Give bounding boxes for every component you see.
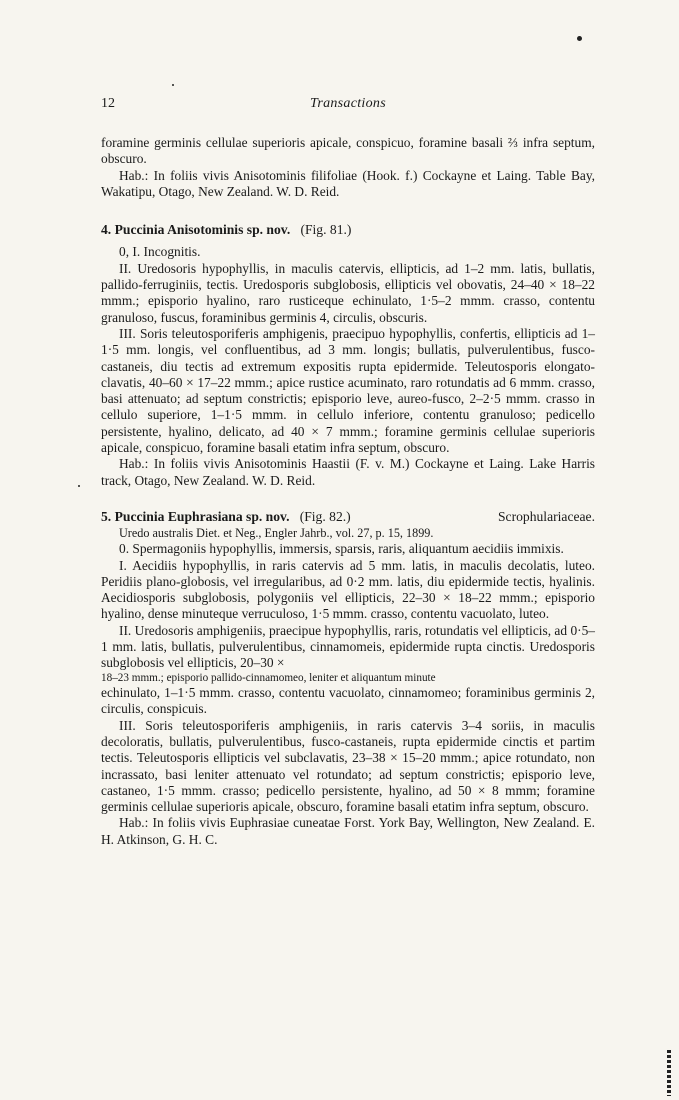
description-paragraph: I. Aecidiis hypophyllis, in raris catervis ad 5 mm. latis, in maculis decolatis, luteo. Peridiis plano-globosis, vel irregularibus, ad 0·2 mm. latis, diu epidermide tectis, hyalinis. Aecidiosporis subglobosis, polygoniis vel ellipticis, 22–30 × 18–22 mmm.; episporio hyalino, dense minuteque verruculoso, 1·5 mmm. crasso, contentu vacuolato, luteo. <box>101 557 595 622</box>
page-header <box>101 96 595 118</box>
species-title: 4. Puccinia Anisotominis sp. nov. <box>101 222 291 238</box>
description-paragraph: III. Soris teleutosporiferis amphigeniis, in raris catervis 3–4 soriis, in maculis decoloratis, bullatis, pulverulentibus, fusco-castaneis, rupta epidermide cinctis et partim tectis. Teleutosporis ellipticis vel subclavatis, 23–38 × 15–20 mmm.; apice rotundato, non incrassato, basi leniter attenuato vel rotundato; ad septum constrictis; episporio leve, castaneo, 1·5 mmm. crasso; pedicello persistente, hyalino, ad 50 × 8 mmm; foramine germinis cellulae superioris apicale, obscuro, foramine basali etatim infra septum, obscuro. <box>101 717 595 815</box>
habitat-line: Hab.: In foliis vivis Anisotominis Haastii (F. v. M.) Cockayne et Laing. Lake Harris track, Otago, New Zealand. W. D. Reid. <box>101 456 595 488</box>
synonym-line: Uredo australis Diet. et Neg., Engler Jahrb., vol. 27, p. 15, 1899. <box>119 526 434 541</box>
ink-speck <box>78 485 80 487</box>
habitat-line: Hab.: In foliis vivis Anisotominis filifoliae (Hook. f.) Cockayne et Laing. Table Bay, Wakatipu, Otago, New Zealand. W. D. Reid. <box>101 167 595 199</box>
description-paragraph: 0, I. Incognitis. <box>119 244 201 260</box>
page-number: 12 <box>101 96 115 111</box>
description-paragraph: II. Uredosoris hypophyllis, in maculis catervis, ellipticis, ad 1–2 mm. latis, bullatis, pallido-ferruginiis, tectis. Uredosporis subglobosis, ellipticis vel obovatis, 24–40 × 18–22 mmm.; episporio hyalino, raro rusticeque echinulato, 1·5–2 mmm. crasso, contentu granuloso, fuscus, foraminibus germinis 4, circulis, obscuris. <box>101 260 595 325</box>
description-paragraph: II. Uredosoris amphigeniis, praecipue hypophyllis, raris, rotundatis vel ellipticis, ad 0·5–1 mm. latis, bullatis, pulverulentibus, cinnamomeis, epidermide rupta cinctis. Uredosporis subglobosis vel ellipticis, 20–30 × <box>101 622 595 671</box>
description-paragraph: echinulato, 1–1·5 mmm. crasso, contentu vacuolato, cinnamomeo; foraminibus germinis 2, circulis, conspicuis. <box>101 685 595 717</box>
figure-reference: (Fig. 81.) <box>300 222 352 238</box>
family-name: Scrophulariaceae. <box>498 508 595 524</box>
continuation-text: foramine germinis cellulae superioris apicale, conspicuo, foramine basali ⅔ infra septum, obscuro. <box>101 135 595 167</box>
document-page <box>101 96 595 848</box>
description-paragraph: 0. Spermagoniis hypophyllis, immersis, sparsis, raris, aliquantum aecidiis immixis. <box>119 541 564 557</box>
description-paragraph: III. Soris teleutosporiferis amphigenis, praecipuo hypophyllis, confertis, ellipticis ad 1–1·5 mm. longis, vel confluentibus, ad 3 mm. longis; bullatis, pulverulentibus, fusco-castaneis, diu tectis ad extremum expositis rupta epidermide. Teleutosporis elongato-clavatis, 40–60 × 17–22 mmm.; apice rustice acuminato, raro rotundatis ad 6 mmm. crasso, basi attenuato; ad septum constrictis; episporio leve, aureo-fusco, 2–2·5 mmm. crasso in cellulo superiore, 1–1·5 mmm. in cellulo inferiore, contentu granuloso; pedicello persistente, hyalino, delicato, ad 40 × 7 mmm.; foramine germinis cellulae superioris apicale, conspicuo, foramine basali etatim infra septum, obscuro. <box>101 325 595 456</box>
habitat-line: Hab.: In foliis vivis Euphrasiae cuneatae Forst. York Bay, Wellington, New Zealand. E. H. Atkinson, G. H. C. <box>101 815 595 847</box>
margin-mark <box>667 1050 671 1096</box>
species-title: 5. Puccinia Euphrasiana sp. nov. <box>101 508 290 524</box>
ink-speck <box>172 84 174 86</box>
running-title: Transactions <box>310 96 386 111</box>
ink-speck <box>577 36 582 41</box>
small-print-line: 18–23 mmm.; episporio pallido-cinnamomeo, leniter et aliquantum minute <box>101 671 436 684</box>
species-heading <box>101 222 595 238</box>
figure-reference: (Fig. 82.) <box>299 508 351 524</box>
species-heading <box>101 509 595 525</box>
